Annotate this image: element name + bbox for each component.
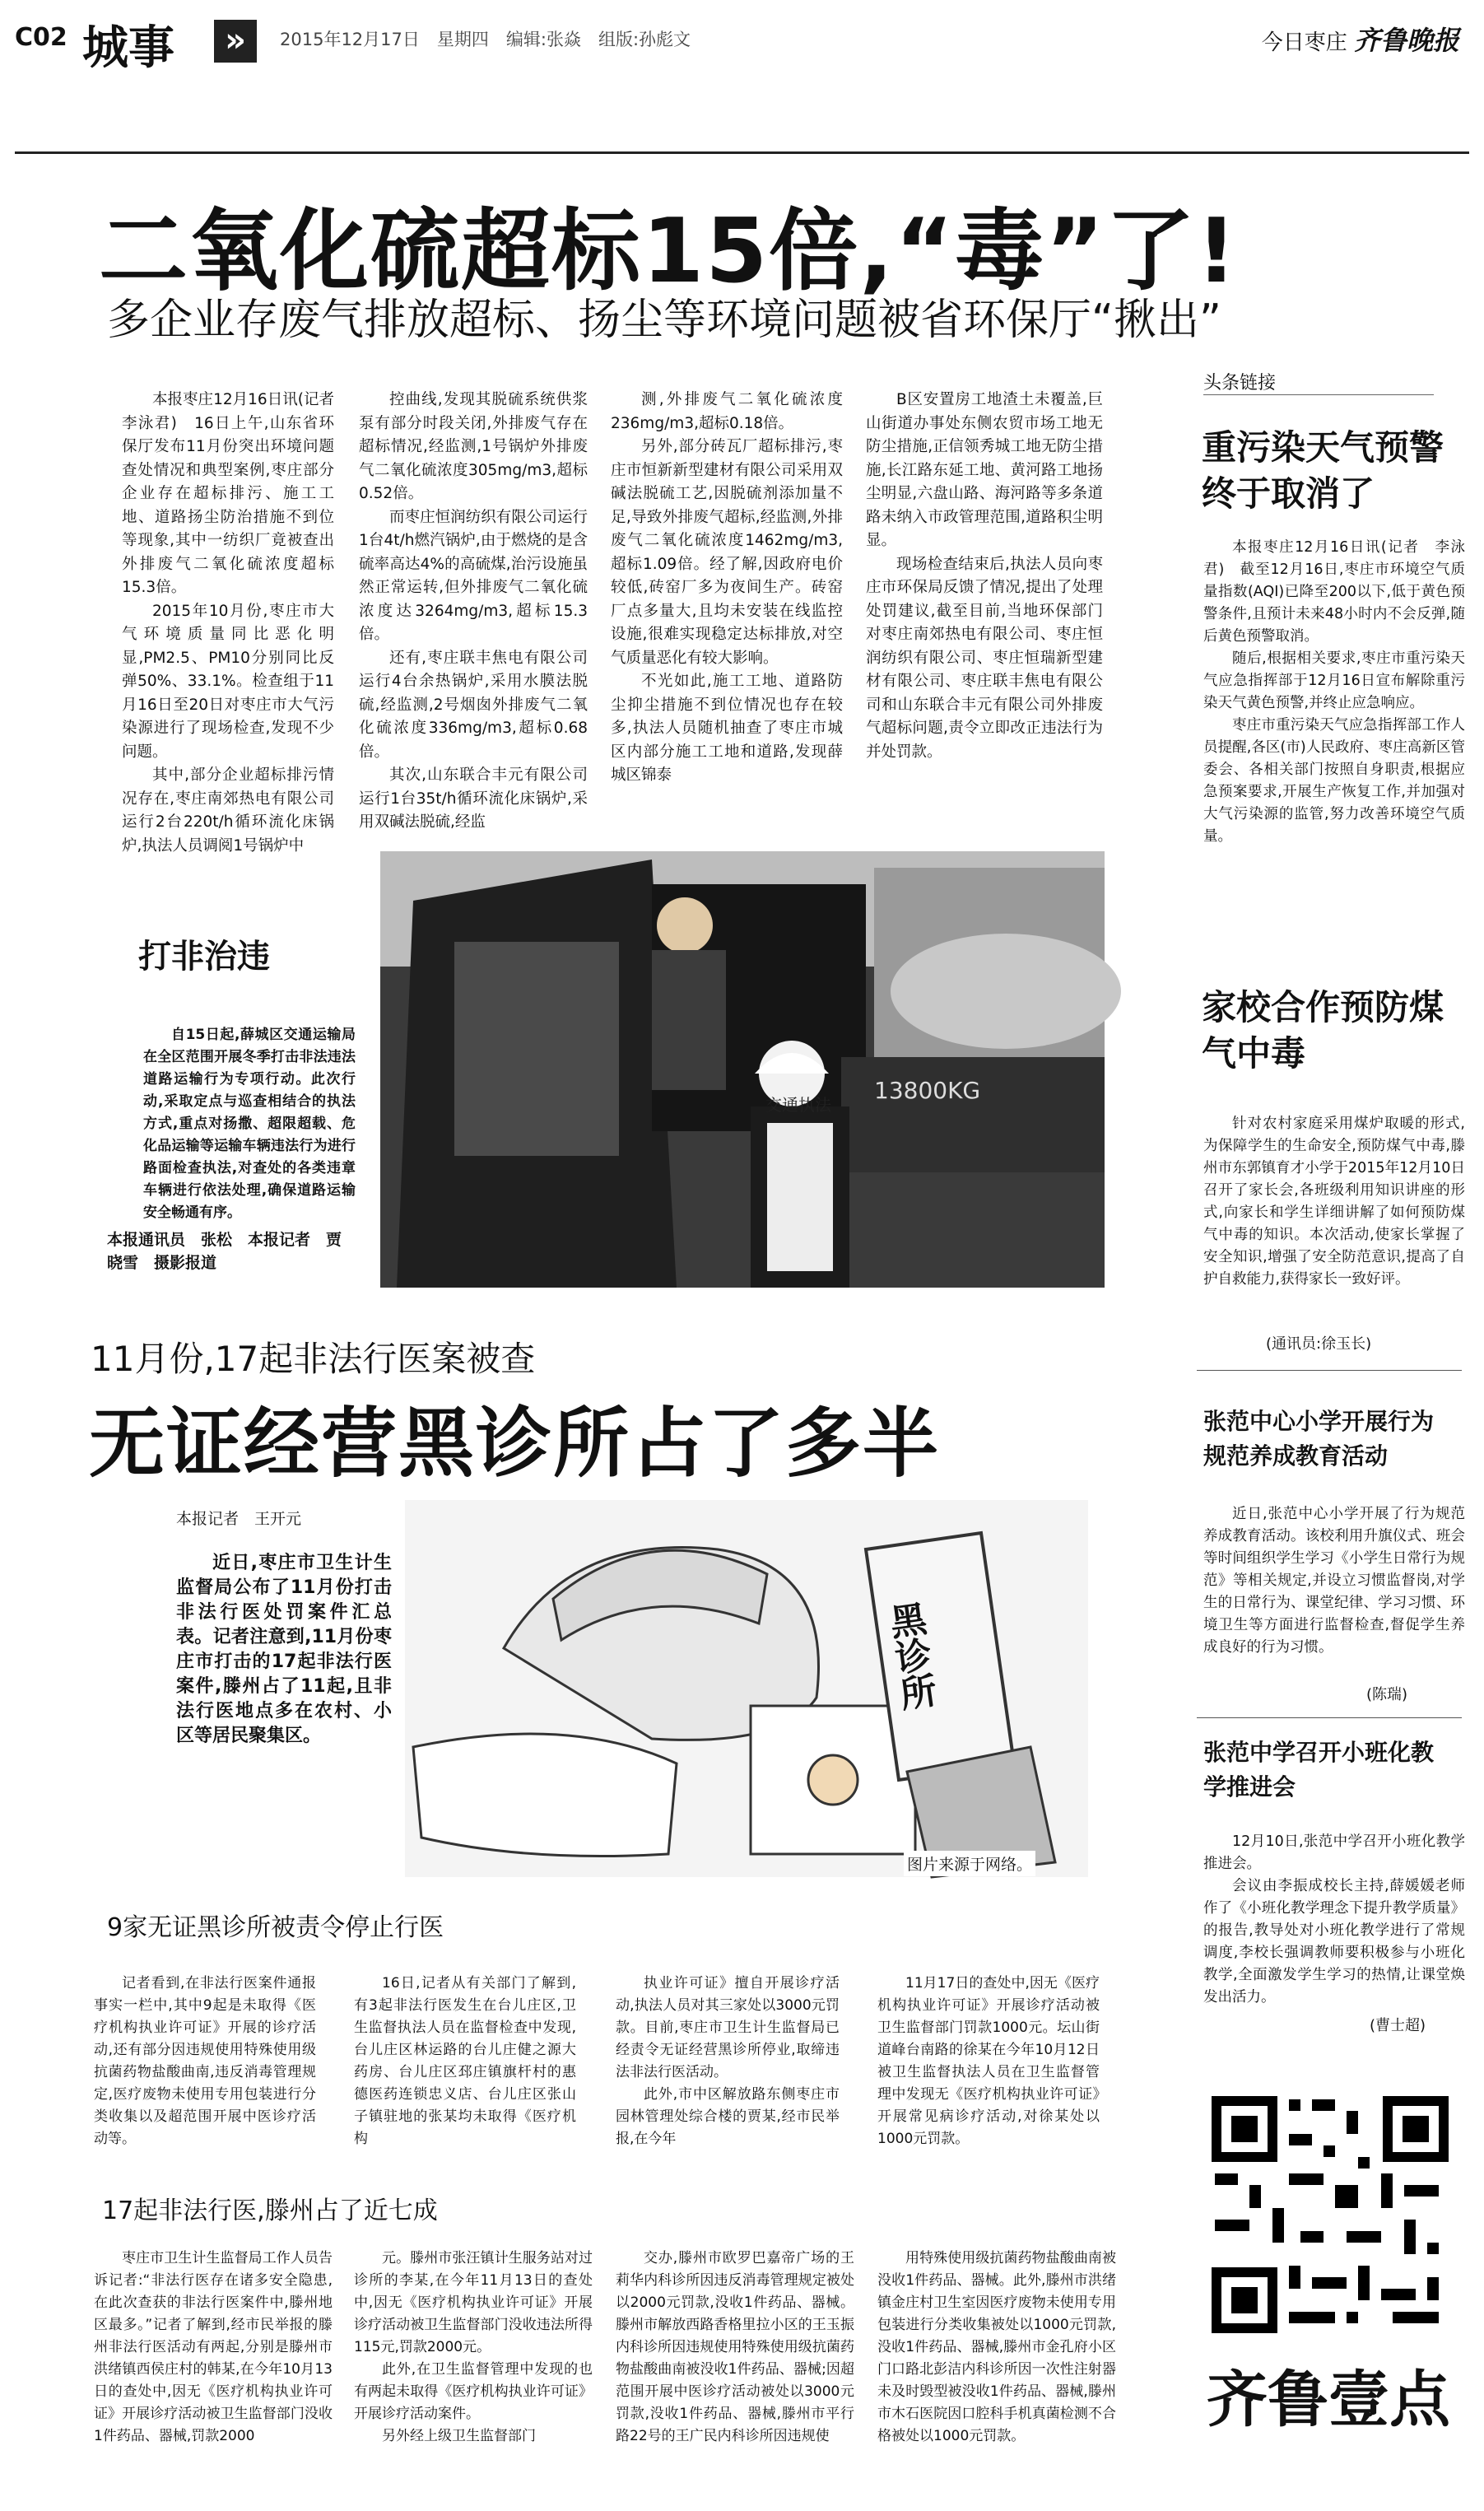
sidebar-a1-title: 重污染天气预警终于取消了	[1202, 427, 1444, 514]
paragraph: 11月17日的查处中,因无《医疗机构执业许可证》开展诊疗活动被卫生监督部门罚款1000元。坛山街道峰台南路的徐某在今年10月12日被卫生监督执法人员在卫生监督管理中发现无《医疗机构执业许可证》开展常见病诊疗活动,对徐某处以1000元罚款。	[877, 1975, 1100, 2147]
paragraph: 另外经上级卫生监督部门	[382, 2428, 536, 2444]
photo-story-title: 打非治违	[138, 938, 270, 976]
paragraph: 其次,山东联合丰元有限公司运行1台35t/h循环流化床锅炉,采用双碱法脱硫,经监	[359, 766, 588, 831]
cartoon-caption: 图片来源于网络。	[904, 1851, 1035, 1876]
section-arrow-icon: »	[214, 20, 257, 63]
sidebar-a3-title: 张范中心小学开展行为规范养成教育活动	[1203, 1408, 1435, 1470]
truck-weight-text: 13800KG	[874, 1077, 981, 1104]
sidebar-a3-credit: (陈瑞)	[1366, 1686, 1408, 1703]
story2-sub1-col-1	[94, 1973, 316, 2177]
sidebar-a2-credit: (通讯员:徐玉长)	[1266, 1335, 1372, 1353]
brand-logo: 齐鲁壹点	[1207, 2364, 1450, 2435]
main-subheadline: 多企业存废气排放超标、扬尘等环境问题被省环保厅“揪出”	[107, 296, 1221, 345]
sidebar-a4-title: 张范中学召开小班化教学推进会	[1203, 1739, 1435, 1801]
masthead	[1262, 20, 1459, 58]
sidebar-a4-body	[1203, 1831, 1465, 2020]
paragraph: 执业许可证》擅自开展诊疗活动,执法人员对其三家处以3000元罚款。目前,枣庄市卫生计生监督局已经责令无证经营黑诊所停业,取缔违法非法行医活动。	[616, 1975, 840, 2080]
paragraph: 测,外排废气二氧化硫浓度236mg/m3,超标0.18倍。	[611, 391, 843, 432]
paragraph: 现场检查结束后,执法人员向枣庄市环保局反馈了情况,提出了处理处罚建议,截至目前,当地环保部门对枣庄南郊热电有限公司、枣庄恒润纺织有限公司、枣庄恒瑞新型建材有限公司、枣庄联丰焦电有限公司和山东联合丰元有限公司外排废气超标问题,责令立即改正违法行为并处罚款。	[866, 555, 1103, 761]
paragraph: 其中,部分企业超标排污情况存在,枣庄南郊热电有限公司运行2台220t/h循环流化床锅炉,执法人员调阅1号锅炉中	[122, 766, 334, 855]
sidebar-divider	[1197, 1717, 1462, 1718]
story2-sub2-col-2	[354, 2248, 593, 2495]
story2-sub1-col-4	[877, 1973, 1100, 2177]
photo-credit: 本报通讯员 张松 本报记者 贾晓雪 摄影报道	[107, 1231, 342, 1272]
story2-lead: 近日,枣庄市卫生计生监督局公布了11月份打击非法行医处罚案件汇总表。记者注意到,11月份枣庄市打击的17起非法行医案件,滕州占了11起,且非法行医地点多在农村、小区等居民聚集区。	[176, 1553, 392, 1746]
paragraph: 另外,部分砖瓦厂超标排污,枣庄市恒新新型建材有限公司采用双碱法脱硫工艺,因脱硫剂添加量不足,导致外排废气超标,经监测,外排废气二氧化硫浓度1462mg/m3,超标1.09倍。经了解,因政府电价较低,砖窑厂多为夜间生产。砖窑厂点多量大,且均未安装在线监控设施,很难实现稳定达标排放,对空气质量恶化有较大影响。	[611, 438, 843, 667]
paragraph: 而枣庄恒润纺织有限公司运行1台4t/h燃汽锅炉,由于燃烧的是含硫率高达4%的高硫煤,治污设施虽然正常运转,但外排废气二氧化硫浓度达3264mg/m3,超标15.3倍。	[359, 508, 588, 643]
story1-column-3	[611, 389, 843, 825]
paragraph: 交办,滕州市欧罗巴嘉帝广场的王莉华内科诊所因违反消毒管理规定被处以2000元罚款,没收1件药品、器械。滕州市解放西路香格里拉小区的王玉振内科诊所因违规使用特殊使用级抗菌药物盐酸曲南被没收1件药品、器械;因超范围开展中医诊疗活动被处以3000元罚款,没收1件药品、器械,滕州市平行路22号的王广民内科诊所因违规使	[616, 2250, 854, 2444]
story2-sub2-col-3	[616, 2248, 854, 2495]
paragraph: 枣庄市卫生计生监督局工作人员告诉记者:“非法行医存在诸多安全隐患,在此次查获的非法行医案件中,滕州地区最多。”记者了解到,经市民举报的滕州非法行医活动有两起,分别是滕州市洪绪镇西侯庄村的韩某,在今年10月13日的查处中,因无《医疗机构执业许可证》开展诊疗活动被卫生监督部门没收1件药品、器械,罚款2000	[94, 2250, 333, 2444]
story2-subhead-1: 9家无证黑诊所被责令停止行医	[107, 1913, 444, 1942]
story1-column-4	[866, 389, 1103, 825]
sidebar-a1-body	[1203, 537, 1465, 932]
paragraph: 随后,根据相关要求,枣庄市重污染天气应急指挥部于12月16日宣布解除重污染天气黄色预警,并终止应急响应。	[1203, 650, 1465, 711]
story2-sub2-col-1	[94, 2248, 333, 2495]
photo-story-text: 自15日起,薛城区交通运输局在全区范围开展冬季打击非法违法道路运输行为专项行动。此次行动,采取定点与巡查相结合的执法方式,重点对扬撒、超限超载、危化品运输等运输车辆违法行为进行路面检查执法,对查处的各类违章车辆进行依法处理,确保道路运输安全畅通有序。	[143, 1027, 356, 1221]
section-title: 城事	[82, 21, 174, 75]
paragraph: 元。滕州市张汪镇计生服务站对过诊所的李某,在今年11月13日的查处中,因无《医疗机构执业许可证》开展诊疗活动被卫生监督部门没收违法所得115元,罚款2000元。	[354, 2250, 593, 2355]
paragraph: 2015年10月份,枣庄市大气环境质量同比恶化明显,PM2.5、PM10分别同比反弹50%、33.1%。检查组于11月16日至20日对枣庄市大气污染源进行了现场检查,发现不少问题。	[122, 602, 334, 761]
sidebar-a4-credit: (曹士超)	[1370, 2017, 1426, 2034]
story1-column-2	[359, 389, 588, 831]
story1-column-1	[122, 389, 350, 855]
paragraph: 枣庄市重污染天气应急指挥部工作人员提醒,各区(市)人民政府、枣庄高新区管委会、各相关部门按照自身职责,根据应急预案要求,开展生产恢复工作,并加强对大气污染源的监管,努力改善环境空气质量。	[1203, 717, 1465, 845]
paragraph: 不光如此,施工工地、道路防尘抑尘措施不到位情况也存在较多,执法人员随机抽查了枣庄市城区内部分施工工地和道路,发现薛城区锦泰	[611, 673, 843, 784]
sidebar-tag: 头条链接	[1203, 369, 1434, 395]
paragraph: 针对农村家庭采用煤炉取暖的形式,为保障学生的生命安全,预防煤气中毒,滕州市东郭镇育才小学于2015年12月10日召开了家长会,各班级利用知识讲座的形式,向家长和学生详细讲解了如何预防煤气中毒的知识。本次活动,使家长掌握了安全知识,增强了安全防范意识,提高了自护自救能力,获得家长一致好评。	[1203, 1116, 1465, 1288]
header-rule	[15, 151, 1469, 154]
cartoon-image	[405, 1500, 1088, 1877]
sidebar-a2-body	[1203, 1113, 1465, 1327]
paragraph: 会议由李振成校长主持,薛媛媛老师作了《小班化教学理念下提升教学质量》的报告,教导处对小班化教学进行了常规调度,李校长强调教师要积极参与小班化教学,全面激发学生学习的热情,让课堂焕发出活力。	[1203, 1878, 1465, 2006]
paragraph: 近日,张范中心小学开展了行为规范养成教育活动。该校利用升旗仪式、班会等时间组织学生学习《小学生日常行为规范》等相关规定,并设立习惯监督岗,对学生的日常行为、课堂纪律、学习习惯、环境卫生等方面进行监督检查,督促学生养成良好的行为习惯。	[1203, 1506, 1465, 1656]
paragraph: 此外,在卫生监督管理中发现的也有两起未取得《医疗机构执业许可证》开展诊疗活动案件。	[354, 2361, 593, 2422]
story2-byline: 本报记者 王开元	[176, 1510, 302, 1528]
paragraph: 16日,记者从有关部门了解到,有3起非法行医发生在台儿庄区,卫生监督执法人员在监督检查中发现,台儿庄区林运路的台儿庄健之源大药房、台儿庄区邳庄镇旗杆村的惠德医药连锁忠义店、台儿庄区张山子镇驻地的张某均未取得《医疗机构	[354, 1975, 576, 2147]
issue-meta: 2015年12月17日 星期四 编辑:张焱 组版:孙彪文	[280, 30, 691, 49]
sidebar-a3-body	[1203, 1503, 1465, 1681]
paragraph: 记者看到,在非法行医案件通报事实一栏中,其中9起是未取得《医疗机构执业许可证》开展的诊疗活动,还有部分因违规使用特殊使用级抗菌药物盐酸曲南,违反消毒管理规定,医疗废物未使用专用包装进行分类收集以及超范围开展中医诊疗活动等。	[94, 1975, 316, 2147]
masthead-label: 今日枣庄	[1261, 30, 1347, 55]
paragraph: 用特殊使用级抗菌药物盐酸曲南被没收1件药品、器械。此外,滕州市洪绪镇金庄村卫生室因医疗废物未使用专用包装进行分类收集被处以1000元罚款,没收1件药品、器械,滕州市金孔府小区门口路北彭洁内科诊所因一次性注射器未及时毁型被没收1件药品、器械,滕州市木石医院因口腔科手机真菌检测不合格被处以1000元罚款。	[877, 2250, 1116, 2444]
story2-sub2-col-4	[877, 2248, 1116, 2495]
story2-sub1-col-3	[616, 1973, 840, 2177]
page-number: C02	[15, 23, 67, 52]
paragraph: 还有,枣庄联丰焦电有限公司运行4台余热锅炉,采用水膜法脱硫,经监测,2号烟囱外排废气二氧化硫浓度336mg/m3,超标0.68倍。	[359, 649, 588, 761]
story2-sub1-col-2	[354, 1973, 576, 2177]
story2-subhead-2: 17起非法行医,滕州占了近七成	[102, 2197, 438, 2225]
sidebar-divider	[1197, 1370, 1462, 1371]
main-headline: 二氧化硫超标15倍,“毒”了!	[99, 200, 1239, 303]
qr-code-icon[interactable]	[1207, 2091, 1454, 2338]
officer-vest-text: 交通执法	[765, 1095, 831, 1115]
paragraph: 本报枣庄12月16日讯(记者 李泳君) 16日上午,山东省环保厅发布11月份突出环境问题查处情况和典型案例,枣庄部分企业存在超标排污、施工工地、道路扬尘防治措施不到位等现象,其中一纺织厂竟被查出外排废气二氧化硫浓度超标15.3倍。	[122, 391, 350, 596]
cartoon-sign-text: 黑诊所	[881, 1599, 938, 1713]
paragraph: 12月10日,张范中学召开小班化教学推进会。	[1203, 1833, 1465, 1872]
enforcement-photo	[380, 851, 1105, 1288]
masthead-brand: 齐鲁晚报	[1353, 25, 1459, 56]
paragraph: B区安置房工地渣土未覆盖,巨山街道办事处东侧农贸市场工地无防尘措施,正信领秀城工地无防尘措施,长江路东延工地、黄河路工地扬尘明显,六盘山路、海河路等多条道路未纳入市政管理范围,道路积尘明显。	[866, 391, 1103, 549]
story2-kicker: 11月份,17起非法行医案被查	[91, 1339, 536, 1379]
paragraph: 本报枣庄12月16日讯(记者 李泳君) 截至12月16日,枣庄市环境空气质量指数(AQI)已降至200以下,低于黄色预警条件,且预计未来48小时内不会反弹,随后黄色预警取消。	[1203, 539, 1465, 645]
paragraph: 控曲线,发现其脱硫系统供浆泵有部分时段关闭,外排废气存在超标情况,经监测,1号锅炉外排废气二氧化硫浓度305mg/m3,超标0.52倍。	[359, 391, 588, 502]
paragraph: 此外,市中区解放路东侧枣庄市园林管理处综合楼的贾某,经市民举报,在今年	[616, 2086, 840, 2147]
sidebar-a2-title: 家校合作预防煤气中毒	[1202, 987, 1444, 1074]
story2-headline: 无证经营黑诊所占了多半	[89, 1400, 941, 1488]
